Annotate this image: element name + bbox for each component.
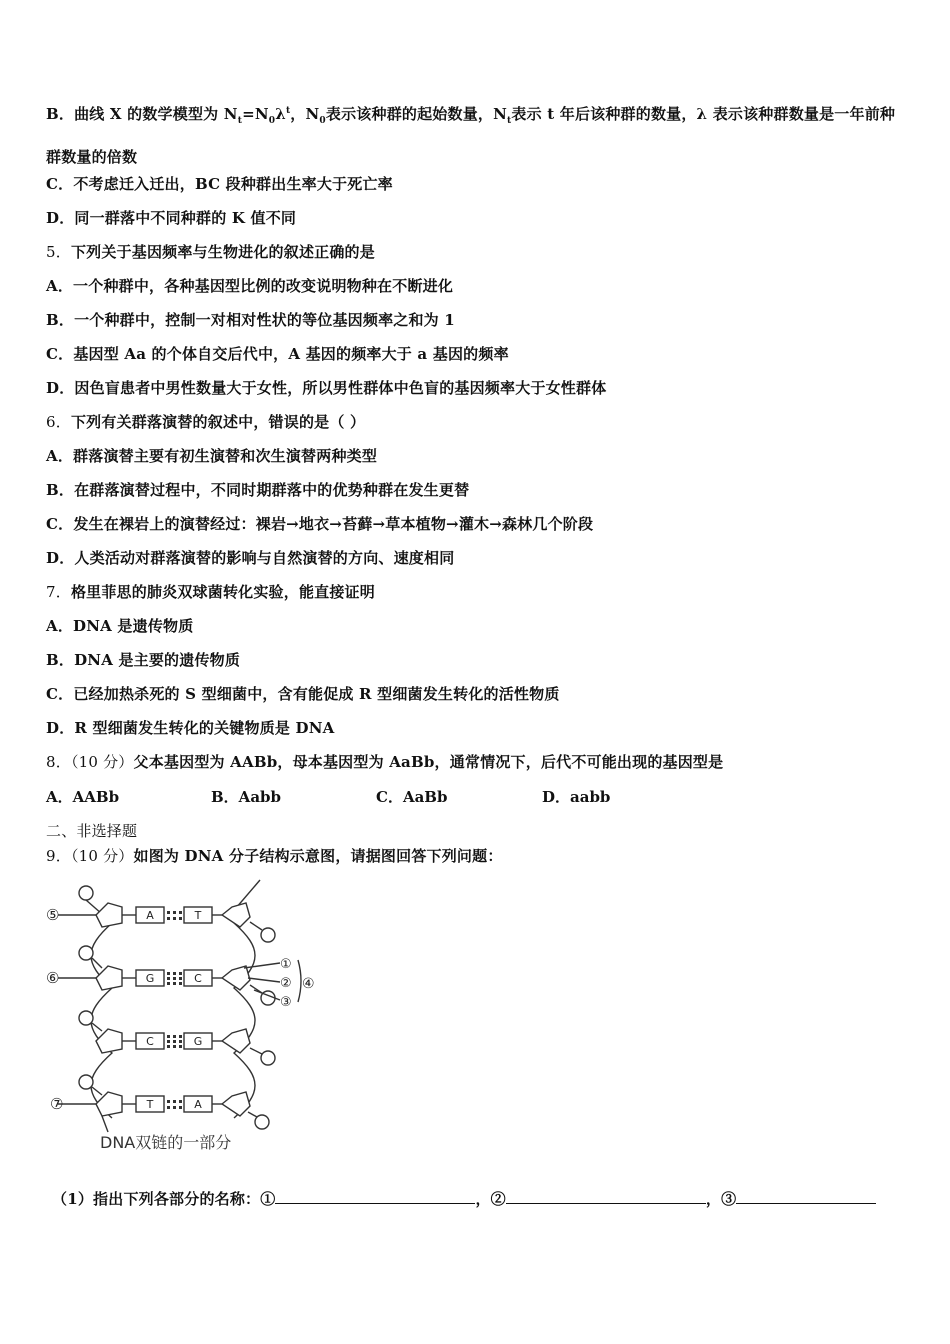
figure-caption: DNA双链的一部分 xyxy=(100,1133,232,1152)
section-heading: 二、非选择题 xyxy=(46,822,138,840)
q8-option-c: C．AaBb xyxy=(376,788,448,806)
base-right-1: T xyxy=(194,909,202,922)
q8-option-b: B．Aabb xyxy=(211,788,282,806)
q6-option-a: A．群落演替主要有初生演替和次生演替两种类型 xyxy=(46,447,378,465)
answer-blank-3[interactable] xyxy=(736,1187,876,1204)
q5-option-a: A．一个种群中，各种基因型比例的改变说明物种在不断进化 xyxy=(46,277,454,295)
base-right-2: C xyxy=(194,972,202,985)
q7-stem: 7．格里菲思的肺炎双球菌转化实验，能直接证明 xyxy=(46,583,375,601)
q8-stem: 8．（10 分）父本基因型为 AABb，母本基因型为 AaBb，通常情况下，后代不可能出现的基因型是 xyxy=(46,753,724,771)
q6-stem: 6．下列有关群落演替的叙述中，错误的是（ ） xyxy=(46,413,366,431)
base-right-4: A xyxy=(194,1098,202,1111)
q7-option-d: D．R 型细菌发生转化的关键物质是 DNA xyxy=(46,719,335,737)
label-3: ③ xyxy=(280,995,292,1010)
label-6: ⑥ xyxy=(46,969,60,987)
q9-stem: 9．（10 分）如图为 DNA 分子结构示意图，请据图回答下列问题： xyxy=(46,847,503,865)
q7-option-b: B．DNA 是主要的遗传物质 xyxy=(46,651,241,669)
q9-sub1: （1）指出下列各部分的名称：① ，② ，③ xyxy=(52,1187,876,1209)
q6-option-d: D．人类活动对群落演替的影响与自然演替的方向、速度相同 xyxy=(46,549,455,567)
q5-option-d: D．因色盲患者中男性数量大于女性，所以男性群体中色盲的基因频率大于女性群体 xyxy=(46,379,607,397)
base-left-2: G xyxy=(145,972,155,985)
dna-structure-figure xyxy=(44,878,334,1160)
q5-stem: 5．下列关于基因频率与生物进化的叙述正确的是 xyxy=(46,243,375,261)
answer-blank-1[interactable] xyxy=(275,1187,475,1204)
label-7: ⑦ xyxy=(50,1095,64,1113)
label-2: ② xyxy=(280,976,292,991)
label-1: ① xyxy=(280,957,292,972)
q8-option-a: A．AABb xyxy=(46,788,120,806)
q8-option-d: D．aabb xyxy=(542,788,611,806)
label-5: ⑤ xyxy=(46,906,60,924)
q4-option-b: B．曲线 X 的数学模型为 $N_t=N_0\lambda^t$，$N_0$表示该种群的起始数量，$N_t$表示 t 年后该种群的数量，λ 表示该种群数量是一年前种群数量的倍数 xyxy=(46,105,896,166)
base-left-4: T xyxy=(146,1098,154,1111)
q4-option-d: D．同一群落中不同种群的 K 值不同 xyxy=(46,209,297,227)
q6-option-b: B．在群落演替过程中，不同时期群落中的优势种群在发生更替 xyxy=(46,481,470,499)
label-4: ④ xyxy=(302,976,315,992)
base-left-3: C xyxy=(146,1035,154,1048)
q5-option-c: C．基因型 Aa 的个体自交后代中，A 基因的频率大于 a 基因的频率 xyxy=(46,345,509,363)
base-left-1: A xyxy=(146,909,154,922)
q6-option-c: C．发生在裸岩上的演替经过：裸岩→地衣→苔藓→草本植物→灌木→森林几个阶段 xyxy=(46,515,594,533)
q7-option-c: C．已经加热杀死的 S 型细菌中，含有能促成 R 型细菌发生转化的活性物质 xyxy=(46,685,560,703)
base-right-3: G xyxy=(193,1035,203,1048)
answer-blank-2[interactable] xyxy=(506,1187,706,1204)
q7-option-a: A．DNA 是遗传物质 xyxy=(46,617,194,635)
q4-option-c: C．不考虑迁入迁出，BC 段种群出生率大于死亡率 xyxy=(46,175,393,193)
q5-option-b: B．一个种群中，控制一对相对性状的等位基因频率之和为 1 xyxy=(46,311,455,329)
